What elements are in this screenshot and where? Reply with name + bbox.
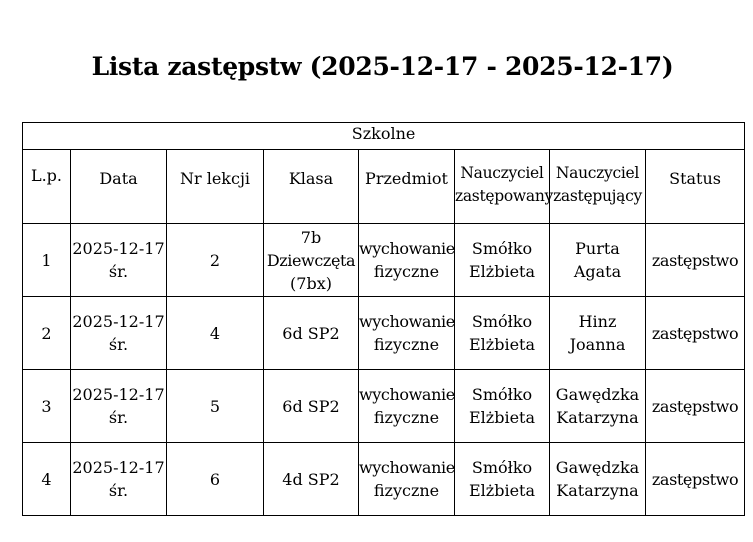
cell-absent-teacher: Smółko Elżbieta	[455, 224, 550, 297]
cell-status: zastępstwo	[646, 297, 745, 370]
cell-subject: wychowanie fizyczne	[359, 297, 455, 370]
cell-subject: wychowanie fizyczne	[359, 370, 455, 443]
column-header-date: Data	[71, 150, 167, 224]
cell-lp: 1	[23, 224, 71, 297]
cell-status: zastępstwo	[646, 370, 745, 443]
cell-date: 2025-12-17 śr.	[71, 443, 167, 516]
substitutions-table	[22, 122, 745, 516]
cell-class: 4d SP2	[264, 443, 359, 516]
column-header-row	[23, 150, 745, 224]
cell-lesson: 4	[167, 297, 264, 370]
table-row	[23, 370, 745, 443]
column-header-lp: L.p.	[23, 150, 71, 224]
cell-lp: 3	[23, 370, 71, 443]
cell-date: 2025-12-17 śr.	[71, 297, 167, 370]
cell-absent-teacher: Smółko Elżbieta	[455, 370, 550, 443]
cell-substitute-teacher: Gawędzka Katarzyna	[550, 443, 646, 516]
cell-lesson: 2	[167, 224, 264, 297]
column-header-substitute-teacher: Nauczyciel zastępujący	[550, 150, 646, 224]
cell-status: zastępstwo	[646, 224, 745, 297]
cell-lesson: 5	[167, 370, 264, 443]
table-row	[23, 443, 745, 516]
column-header-absent-teacher: Nauczyciel zastępowany	[455, 150, 550, 224]
cell-date: 2025-12-17 śr.	[71, 370, 167, 443]
page-title: Lista zastępstw (2025-12-17 - 2025-12-17)	[91, 52, 674, 81]
column-header-class: Klasa	[264, 150, 359, 224]
column-header-subject: Przedmiot	[359, 150, 455, 224]
cell-substitute-teacher: Gawędzka Katarzyna	[550, 370, 646, 443]
cell-status: zastępstwo	[646, 443, 745, 516]
cell-lesson: 6	[167, 443, 264, 516]
table-row	[23, 297, 745, 370]
cell-lp: 4	[23, 443, 71, 516]
cell-absent-teacher: Smółko Elżbieta	[455, 297, 550, 370]
cell-date: 2025-12-17 śr.	[71, 224, 167, 297]
cell-substitute-teacher: Hinz Joanna	[550, 297, 646, 370]
section-header: Szkolne	[23, 123, 745, 150]
cell-subject: wychowanie fizyczne	[359, 224, 455, 297]
cell-subject: wychowanie fizyczne	[359, 443, 455, 516]
cell-class: 7b Dziewczęta (7bx)	[264, 224, 359, 297]
cell-absent-teacher: Smółko Elżbieta	[455, 443, 550, 516]
cell-lp: 2	[23, 297, 71, 370]
column-header-status: Status	[646, 150, 745, 224]
cell-class: 6d SP2	[264, 297, 359, 370]
cell-substitute-teacher: Purta Agata	[550, 224, 646, 297]
table-row	[23, 224, 745, 297]
cell-class: 6d SP2	[264, 370, 359, 443]
column-header-lesson: Nr lekcji	[167, 150, 264, 224]
